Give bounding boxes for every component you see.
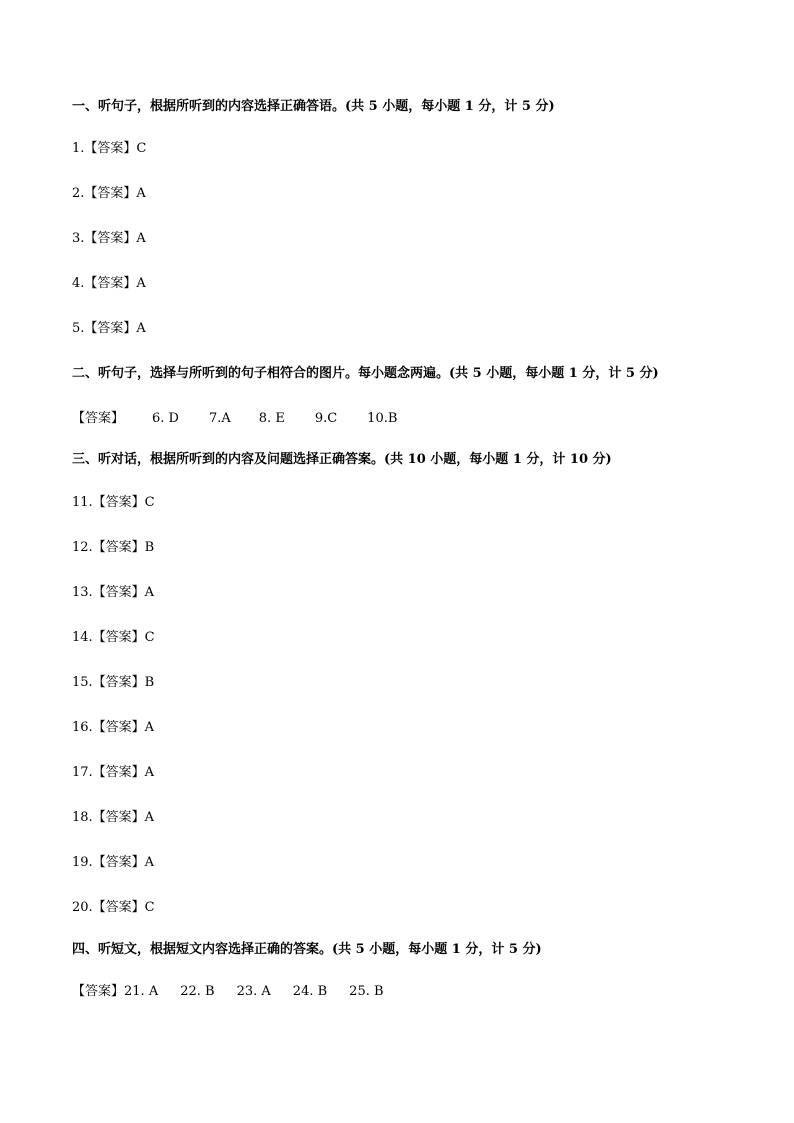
section-4-heading: 四、听短文，根据短文内容选择正确的答案。(共 5 小题，每小题 1 分，计 5 分)	[72, 942, 542, 957]
answer-9: 9.C	[314, 411, 338, 426]
answer-23: 23. A	[236, 984, 271, 999]
answer-5: 5.【答案】A	[72, 321, 146, 336]
section-1-heading: 一、听句子，根据所听到的内容选择正确答语。(共 5 小题，每小题 1 分，计 5 分)	[72, 99, 555, 114]
answer-17: 17.【答案】A	[72, 765, 155, 780]
answer-18: 18.【答案】A	[72, 810, 155, 825]
answer-10: 10.B	[367, 411, 398, 426]
answer-11: 11.【答案】C	[72, 495, 155, 510]
answer-6: 6. D	[152, 411, 179, 426]
answer-15: 15.【答案】B	[72, 675, 155, 690]
answer-label: 【答案】	[72, 984, 125, 999]
answer-25: 25. B	[349, 984, 384, 999]
answer-19: 19.【答案】A	[72, 855, 155, 870]
answer-24: 24. B	[292, 984, 328, 999]
answer-13: 13.【答案】A	[72, 585, 155, 600]
answer-7: 7.A	[208, 411, 231, 426]
answer-8: 8. E	[258, 411, 285, 426]
section-4-answer-row	[72, 984, 384, 1000]
answer-2: 2.【答案】A	[72, 186, 146, 201]
answer-20: 20.【答案】C	[72, 900, 155, 915]
answer-label: 【答案】	[72, 411, 125, 426]
answer-12: 12.【答案】B	[72, 540, 155, 555]
answer-22: 22. B	[180, 984, 215, 999]
section-2-heading: 二、听句子，选择与所听到的句子相符合的图片。每小题念两遍。(共 5 小题，每小题 1 分，计 5 分)	[72, 366, 659, 381]
answer-4: 4.【答案】A	[72, 276, 146, 291]
answer-3: 3.【答案】A	[72, 231, 146, 246]
answer-1: 1.【答案】C	[72, 141, 147, 156]
answer-14: 14.【答案】C	[72, 630, 155, 645]
section-2-answer-row	[72, 411, 397, 427]
answer-16: 16.【答案】A	[72, 720, 155, 735]
answer-21: 21. A	[124, 984, 159, 999]
section-3-heading: 三、听对话，根据所听到的内容及问题选择正确答案。(共 10 小题，每小题 1 分，计 10 分)	[72, 452, 612, 467]
